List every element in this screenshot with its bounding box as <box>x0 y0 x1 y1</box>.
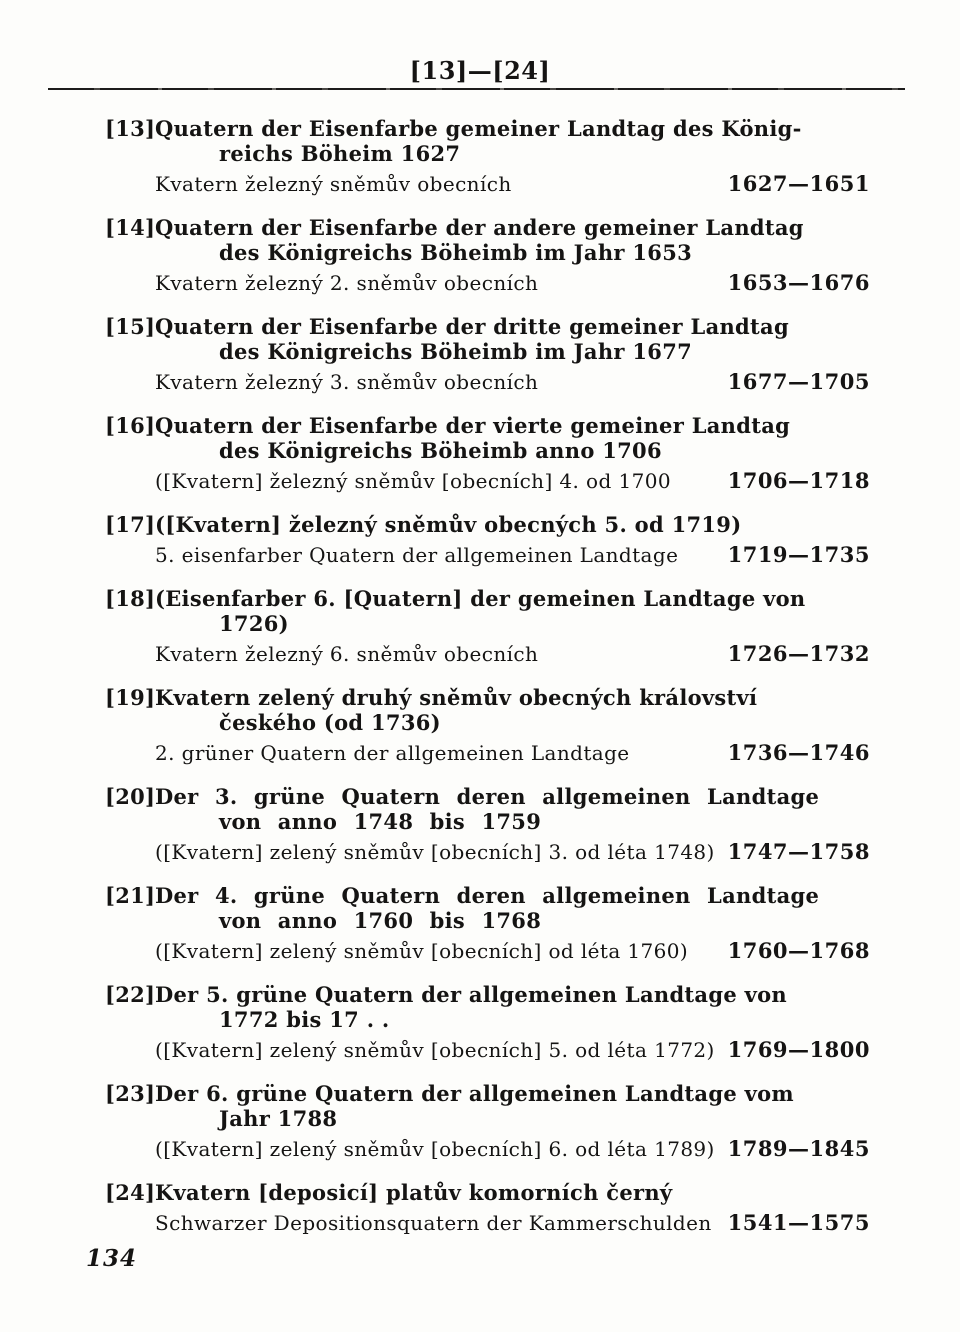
entry-subtitle: ([Kvatern] zelený sněmův [obecních] 6. od léta 1789) <box>155 1137 715 1161</box>
entry-sub-row <box>155 740 870 766</box>
entry-number: [13] <box>105 116 156 141</box>
entry-sub-row <box>155 1210 870 1236</box>
entry-number: [23] <box>105 1081 156 1106</box>
entry-title-line: Quatern der Eisenfarbe gemeiner Landtag des König- <box>155 116 802 141</box>
entry-list <box>105 116 870 1254</box>
inventory-entry <box>105 784 870 865</box>
entry-title-line: Quatern der Eisenfarbe der dritte gemeiner Landtag <box>155 314 789 339</box>
entry-number: [22] <box>105 982 156 1007</box>
entry-sub-row <box>155 839 870 865</box>
entry-subtitle: Schwarzer Depositionsquatern der Kammerschulden <box>155 1211 712 1235</box>
page-number: 134 <box>86 1245 138 1272</box>
entry-number: [18] <box>105 586 156 611</box>
entry-number: [14] <box>105 215 156 240</box>
entry-number: [20] <box>105 784 156 809</box>
entry-title <box>155 982 870 1032</box>
inventory-entry <box>105 883 870 964</box>
inventory-entry <box>105 512 870 568</box>
entry-subtitle: ([Kvatern] železný sněmův [obecních] 4. od 1700 <box>155 469 671 493</box>
inventory-entry <box>105 215 870 296</box>
entry-number: [19] <box>105 685 156 710</box>
entry-title <box>155 413 870 463</box>
entry-subtitle: Kvatern železný 3. sněmův obecních <box>155 370 539 394</box>
entry-subtitle: 5. eisenfarber Quatern der allgemeinen Landtage <box>155 543 679 567</box>
entry-subtitle: ([Kvatern] zelený sněmův [obecních] 5. od léta 1772) <box>155 1038 715 1062</box>
entry-title-line: des Königreichs Böheimb im Jahr 1677 <box>219 339 693 364</box>
entry-years: 1747—1758 <box>727 839 870 864</box>
entry-years: 1769—1800 <box>727 1037 870 1062</box>
entry-sub-row <box>155 1037 870 1063</box>
entry-years: 1719—1735 <box>727 542 870 567</box>
entry-subtitle: Kvatern železný sněmův obecních <box>155 172 512 196</box>
inventory-entry <box>105 1180 870 1236</box>
entry-number: [15] <box>105 314 156 339</box>
entry-title-line: Der 6. grüne Quatern der allgemeinen Landtage vom <box>155 1081 794 1106</box>
entry-title-line: ([Kvatern] železný sněmův obecných 5. od 1719) <box>155 512 742 537</box>
entry-title <box>155 215 870 265</box>
entry-years: 1760—1768 <box>727 938 870 963</box>
entry-title-line: des Königreichs Böheimb anno 1706 <box>219 438 662 463</box>
entry-years: 1541—1575 <box>727 1210 870 1235</box>
entry-title-line: von anno 1760 bis 1768 <box>219 908 542 933</box>
entry-years: 1736—1746 <box>727 740 870 765</box>
entry-title <box>155 116 870 166</box>
entry-title-line: Der 5. grüne Quatern der allgemeinen Landtage von <box>155 982 787 1007</box>
entry-subtitle: 2. grüner Quatern der allgemeinen Landtage <box>155 741 630 765</box>
entry-subtitle: ([Kvatern] zelený sněmův [obecních] od léta 1760) <box>155 939 689 963</box>
entry-sub-row <box>155 938 870 964</box>
entry-subtitle: Kvatern železný 6. sněmův obecních <box>155 642 539 666</box>
entry-title-line: Kvatern zelený druhý sněmův obecných království <box>155 685 758 710</box>
entry-years: 1726—1732 <box>727 641 870 666</box>
entry-title-line: Der 4. grüne Quatern deren allgemeinen Landtage <box>155 883 820 908</box>
entry-title-line: Jahr 1788 <box>219 1106 338 1131</box>
entry-sub-row <box>155 171 870 197</box>
inventory-entry <box>105 116 870 197</box>
inventory-entry <box>105 685 870 766</box>
entry-title <box>155 512 870 537</box>
entry-title-line: des Königreichs Böheimb im Jahr 1653 <box>219 240 693 265</box>
entry-title <box>155 1180 870 1205</box>
entry-title-line: Quatern der Eisenfarbe der andere gemeiner Landtag <box>155 215 804 240</box>
entry-title-line: 1726) <box>219 611 289 636</box>
entry-title <box>155 685 870 735</box>
entry-title-line: českého (od 1736) <box>219 710 441 735</box>
entry-sub-row <box>155 542 870 568</box>
entry-years: 1706—1718 <box>727 468 870 493</box>
entry-years: 1677—1705 <box>727 369 870 394</box>
entry-years: 1627—1651 <box>727 171 870 196</box>
entry-subtitle: Kvatern železný 2. sněmův obecních <box>155 271 539 295</box>
inventory-entry <box>105 586 870 667</box>
entry-number: [17] <box>105 512 156 537</box>
entry-title-line: 1772 bis 17 . . <box>219 1007 390 1032</box>
entry-title-line: von anno 1748 bis 1759 <box>219 809 542 834</box>
entry-sub-row <box>155 1136 870 1162</box>
entry-sub-row <box>155 641 870 667</box>
entry-number: [24] <box>105 1180 156 1205</box>
entry-title-line: Kvatern [deposicí] platův komorních černý <box>155 1180 673 1205</box>
entry-title <box>155 784 870 834</box>
entry-title-line: reichs Böheim 1627 <box>219 141 461 166</box>
inventory-entry <box>105 314 870 395</box>
inventory-entry <box>105 1081 870 1162</box>
entry-title-line: Quatern der Eisenfarbe der vierte gemeiner Landtag <box>155 413 791 438</box>
entry-title <box>155 1081 870 1131</box>
entry-title <box>155 586 870 636</box>
entry-sub-row <box>155 468 870 494</box>
entry-title-line: (Eisenfarber 6. [Quatern] der gemeinen Landtage von <box>155 586 806 611</box>
entry-title <box>155 883 870 933</box>
inventory-entry <box>105 413 870 494</box>
entry-title <box>155 314 870 364</box>
entry-number: [16] <box>105 413 156 438</box>
entry-subtitle: ([Kvatern] zelený sněmův [obecních] 3. od léta 1748) <box>155 840 715 864</box>
entry-years: 1653—1676 <box>727 270 870 295</box>
page-header-range: [13]—[24] <box>409 56 551 85</box>
inventory-entry <box>105 982 870 1063</box>
entry-title-line: Der 3. grüne Quatern deren allgemeinen Landtage <box>155 784 820 809</box>
entry-years: 1789—1845 <box>727 1136 870 1161</box>
header-rule <box>48 88 905 90</box>
entry-sub-row <box>155 270 870 296</box>
entry-sub-row <box>155 369 870 395</box>
entry-number: [21] <box>105 883 156 908</box>
